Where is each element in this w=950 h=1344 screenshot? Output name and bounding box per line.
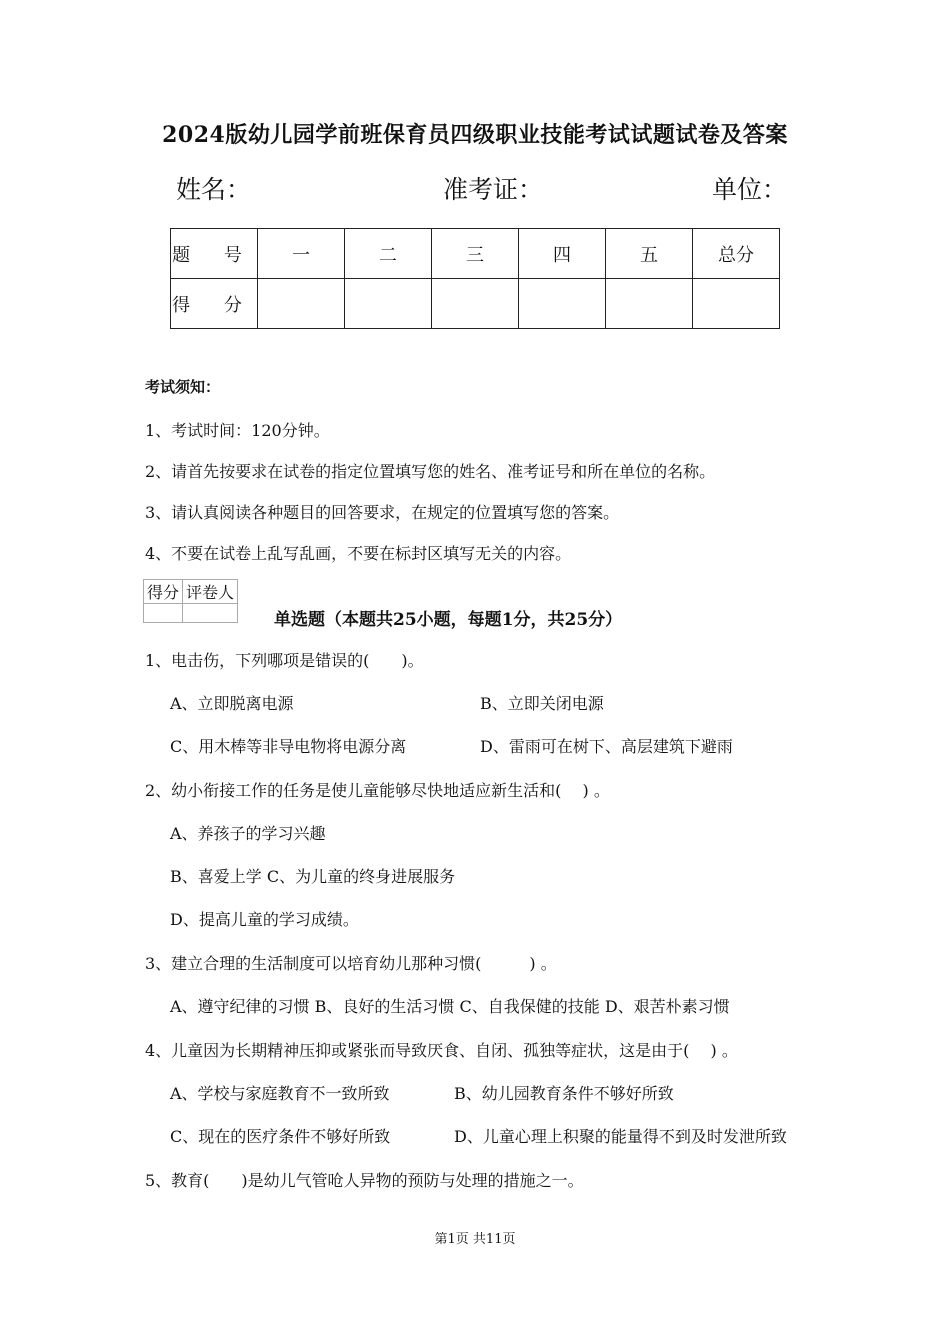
q3-stem: 3、建立合理的生活制度可以培育幼儿那种习惯( ) 。 [145,954,557,973]
score-header-4: 四 [519,229,606,279]
score-table [170,228,780,329]
q4-option-c: C、现在的医疗条件不够好所致 [170,1127,391,1146]
exam-title: 2024版幼儿园学前班保育员四级职业技能考试试题试卷及答案 [162,122,788,148]
q2-option-bc: B、喜爱上学 C、为儿童的终身进展服务 [170,867,456,886]
q2-stem: 2、幼小衔接工作的任务是使儿童能够尽快地适应新生活和( ) 。 [145,781,610,800]
score-header-3: 三 [432,229,519,279]
page-footer: 第1页 共11页 [434,1232,516,1247]
score-header-1: 一 [258,229,345,279]
grader-score-cell[interactable] [144,604,183,623]
score-cell-3[interactable] [432,279,519,329]
grader-score-label: 得分 [144,580,183,604]
q5-stem: 5、教育( )是幼儿气管呛人异物的预防与处理的措施之一。 [145,1171,584,1190]
q3-options: A、遵守纪律的习惯 B、良好的生活习惯 C、自我保健的技能 D、艰苦朴素习惯 [170,997,730,1016]
notice-item-4: 4、不要在试卷上乱写乱画，不要在标封区填写无关的内容。 [145,544,572,563]
notice-item-3: 3、请认真阅读各种题目的回答要求，在规定的位置填写您的答案。 [145,503,620,522]
notice-item-2: 2、请首先按要求在试卷的指定位置填写您的姓名、准考证号和所在单位的名称。 [145,462,716,481]
score-header-5: 五 [606,229,693,279]
section-title: 单选题（本题共25小题，每题1分，共25分） [274,610,623,630]
score-header-total: 总分 [693,229,780,279]
q2-option-d: D、提高儿童的学习成绩。 [170,910,359,929]
notice-heading: 考试须知： [145,378,221,396]
q1-option-d: D、雷雨可在树下、高层建筑下避雨 [480,737,733,756]
q4-option-a: A、学校与家庭教育不一致所致 [170,1084,390,1103]
score-cell-total[interactable] [693,279,780,329]
score-cell-1[interactable] [258,279,345,329]
q4-stem: 4、儿童因为长期精神压抑或紧张而导致厌食、自闭、孤独等症状，这是由于( ) 。 [145,1041,738,1060]
q1-option-c: C、用木棒等非导电物将电源分离 [170,737,407,756]
q1-stem: 1、电击伤，下列哪项是错误的( )。 [145,651,424,670]
score-row-label: 得 分 [171,279,258,329]
q2-option-a: A、养孩子的学习兴趣 [170,824,326,843]
q1-option-a: A、立即脱离电源 [170,694,294,713]
unit-field-label: 单位： [712,175,788,204]
q1-option-b: B、立即关闭电源 [480,694,604,713]
exam-id-field-label: 准考证： [443,175,544,204]
name-field-label: 姓名： [176,175,252,204]
score-cell-4[interactable] [519,279,606,329]
grader-reviewer-label: 评卷人 [183,580,238,604]
score-table-score-row [171,279,780,329]
score-table-header-row [171,229,780,279]
q4-option-d: D、儿童心理上积聚的能量得不到及时发泄所致 [454,1127,787,1146]
q4-option-b: B、幼儿园教育条件不够好所致 [454,1084,674,1103]
score-cell-2[interactable] [345,279,432,329]
grader-reviewer-cell[interactable] [183,604,238,623]
grader-box [143,579,238,623]
score-header-label: 题 号 [171,229,258,279]
score-header-2: 二 [345,229,432,279]
score-cell-5[interactable] [606,279,693,329]
notice-item-1: 1、考试时间：120分钟。 [145,421,330,440]
